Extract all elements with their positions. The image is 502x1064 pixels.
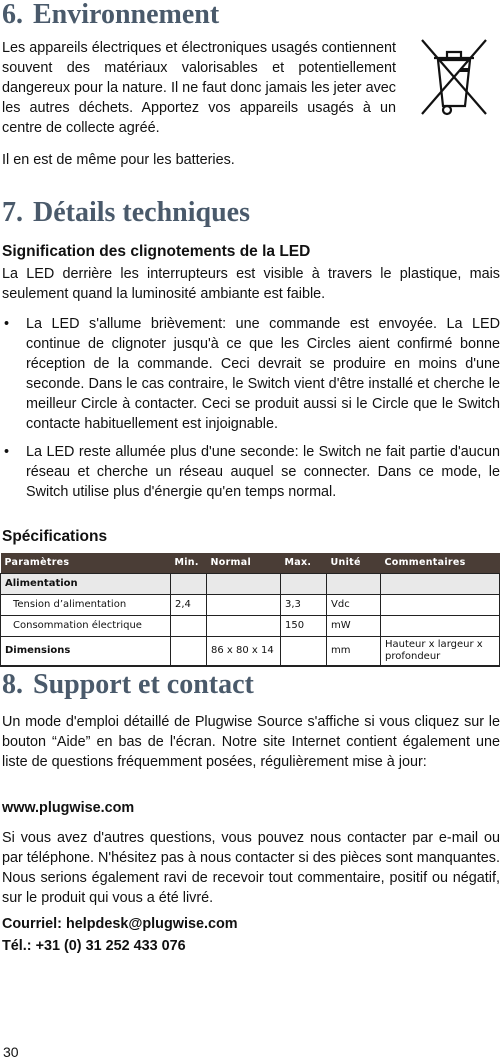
contact-paragraph: Si vous avez d'autres questions, vous pouvez nous contacter par e-mail ou par téléphone. N'hésitez pas à nous contacter si des pièces sont manquantes. Nous serions également ravi de recevoir tout commentaire, positif ou négatif, sur le produit qui vous a été livré. [2, 830, 500, 906]
website-link[interactable]: www.plugwise.com [2, 800, 135, 816]
table-cell [381, 574, 500, 595]
section-7-title: Détails techniques [33, 197, 250, 228]
table-cell: 86 x 80 x 14 [207, 637, 281, 667]
table-cell: mW [327, 616, 381, 637]
contact-phone[interactable]: Tél.: +31 (0) 31 252 433 076 [2, 938, 186, 954]
table-cell: Consommation électrique [1, 616, 171, 637]
table-header-cell: Commentaires [381, 553, 500, 574]
page-number: 30 [3, 1044, 19, 1060]
table-header-cell: Paramètres [1, 553, 171, 574]
spec-heading: Spécifications [2, 528, 108, 545]
table-cell [207, 595, 281, 616]
section-6-number: 6. [2, 0, 23, 30]
section-6-heading [2, 0, 219, 30]
table-header-cell: Normal [207, 553, 281, 574]
table-header-cell: Max. [281, 553, 327, 574]
table-cell: Vdc [327, 595, 381, 616]
led-bullet-text: La LED reste allumée plus d'une seconde: le Switch ne fait partie d'aucun réseau et cherche un réseau auquel se connecter. Dans ce mode, le Switch utilise plus d'énergie qu'en temps normal. [26, 444, 500, 500]
table-cell: 150 [281, 616, 327, 637]
table-cell: Tension d’alimentation [1, 595, 171, 616]
table-cell [327, 574, 381, 595]
table-cell: Dimensions [1, 637, 171, 667]
table-cell [207, 616, 281, 637]
led-bullet-text: La LED s'allume brièvement: une commande est envoyée. La LED continue de clignoter jusqu'à ce que les Circles aient confirmé bonne réception de la commande. Ceci devrait se produire en moins d'une seconde. Dans le cas contraire, le Switch vient d'être installé et cherche le meilleur Circle à contacter. Ceci se produit aussi si le Circle que le Switch contacte habituellement est injoignable. [26, 316, 500, 432]
table-cell [381, 616, 500, 637]
section-6-title: Environnement [33, 0, 220, 30]
table-header-cell: Unité [327, 553, 381, 574]
table-cell [171, 574, 207, 595]
table-cell: mm [327, 637, 381, 667]
led-bullet-list [2, 314, 500, 502]
section-6-paragraph: Les appareils électriques et électroniques usagés contiennent souvent des matériaux valorisables et potentiellement dangereux pour la nature. Il ne faut donc jamais les jeter avec les autres déchets. Apportez vos appareils usagés à un centre de collecte agréé. [2, 40, 396, 136]
section-8-heading [2, 670, 254, 700]
table-cell: Alimentation [1, 574, 171, 595]
specifications-table [0, 553, 500, 667]
section-8-title: Support et contact [33, 669, 254, 700]
section-7-number: 7. [2, 197, 23, 228]
bullet-symbol: • [4, 444, 10, 460]
table-cell: 3,3 [281, 595, 327, 616]
table-row [1, 616, 500, 637]
table-cell [281, 574, 327, 595]
table-row [1, 595, 500, 616]
table-cell: 2,4 [171, 595, 207, 616]
section-7-heading [2, 198, 250, 228]
led-heading: Signification des clignotements de la LED [2, 243, 311, 260]
table-header-row [1, 553, 500, 574]
table-row [1, 574, 500, 595]
table-header-cell: Min. [171, 553, 207, 574]
led-bullet-item [2, 442, 500, 502]
table-cell: Hauteur x largeur x profondeur [381, 637, 500, 667]
crossed-out-wheelie-bin-icon [416, 34, 492, 120]
bullet-symbol: • [4, 316, 10, 332]
section-8-number: 8. [2, 669, 23, 700]
support-paragraph: Un mode d'emploi détaillé de Plugwise Source s'affiche si vous cliquez sur le bouton “Aide” en bas de l'écran. Notre site Internet contient également une liste de questions fréquemment posées, régulièrement mise à jour: [2, 714, 500, 770]
table-row [1, 637, 500, 667]
table-cell [207, 574, 281, 595]
contact-email[interactable]: Courriel: helpdesk@plugwise.com [2, 916, 238, 932]
table-cell [171, 616, 207, 637]
table-cell [171, 637, 207, 667]
table-cell [381, 595, 500, 616]
crossed-out-wheelie-bin-icon-graphic [416, 34, 492, 120]
table-cell [281, 637, 327, 667]
led-intro: La LED derrière les interrupteurs est visible à travers le plastique, mais seulement quand la luminosité ambiante est faible. [2, 266, 500, 302]
batteries-note: Il en est de même pour les batteries. [2, 152, 235, 168]
led-bullet-item [2, 314, 500, 434]
